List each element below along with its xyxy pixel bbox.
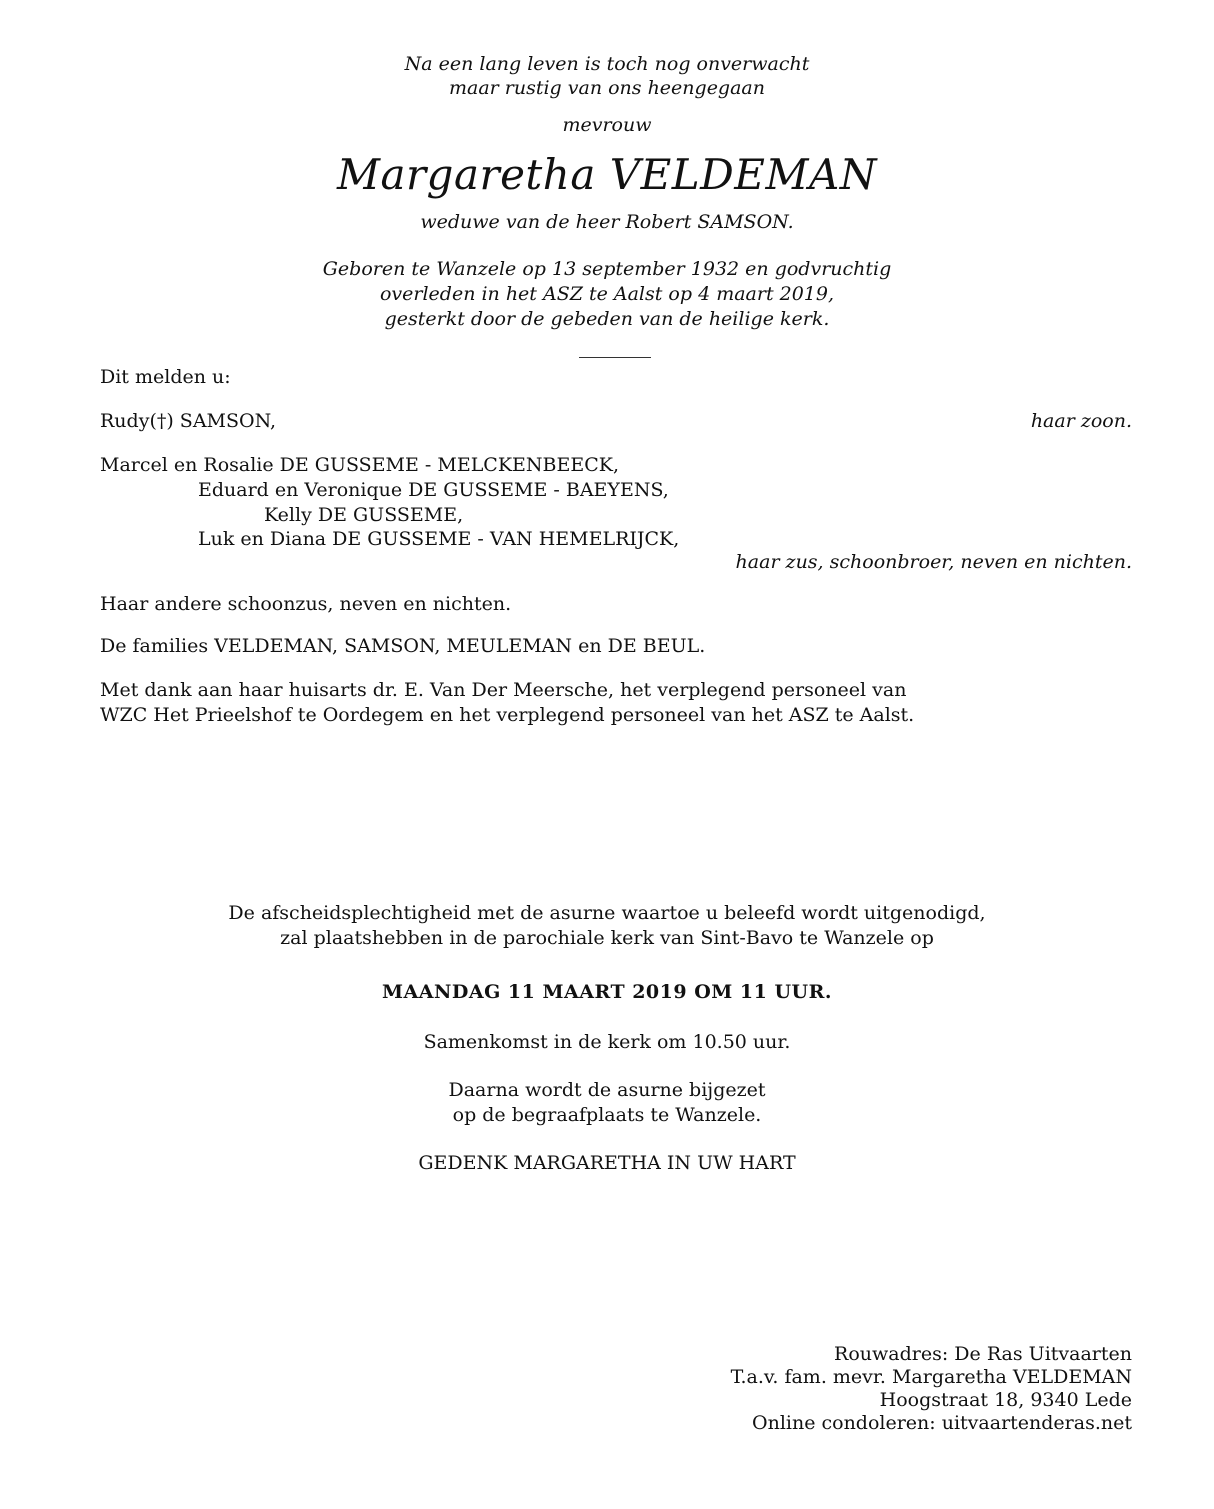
invite-line-2: zal plaatshebben in de parochiale kerk van Sint-Bavo te Wanzele op [280, 927, 934, 949]
son-name: Rudy(†) SAMSON, [100, 410, 277, 432]
born-line-3: gesterkt door de gebeden van de heilige kerk. [384, 308, 830, 330]
burial-line-2: op de begraafplaats te Wanzele. [452, 1104, 762, 1126]
sibling-line-4: Luk en Diana DE GUSSEME - VAN HEMELRIJCK, [198, 528, 680, 550]
address-line-2: T.a.v. fam. mevr. Margaretha VELDEMAN [730, 1366, 1132, 1388]
thanks-line-2: WZC Het Prieelshof te Oordegem en het verplegend personeel van het ASZ te Aalst. [100, 704, 915, 726]
widow-line: weduwe van de heer Robert SAMSON. [420, 211, 794, 233]
son-relation: haar zoon. [1030, 410, 1132, 432]
family-intro: Dit melden u: [100, 366, 231, 388]
ceremony-date: MAANDAG 11 MAART 2019 OM 11 UUR. [381, 981, 832, 1003]
address-line-3: Hoogstraat 18, 9340 Lede [879, 1389, 1132, 1411]
families-line: De families VELDEMAN, SAMSON, MEULEMAN en DE BEUL. [100, 635, 706, 657]
sibling-line-3: Kelly DE GUSSEME, [264, 504, 464, 526]
born-line-2: overleden in het ASZ te Aalst op 4 maart 2019, [379, 283, 835, 305]
thanks-line-1: Met dank aan haar huisarts dr. E. Van Der Meersche, het verplegend personeel van [100, 679, 907, 701]
address-line-1: Rouwadres: De Ras Uitvaarten [834, 1343, 1132, 1365]
salutation: mevrouw [562, 114, 652, 136]
intro-line-2: maar rustig van ons heengegaan [448, 77, 765, 99]
remember-line: GEDENK MARGARETHA IN UW HART [418, 1152, 796, 1174]
sibling-relation: haar zus, schoonbroer, neven en nichten. [735, 551, 1132, 573]
sibling-line-1: Marcel en Rosalie DE GUSSEME - MELCKENBEECK, [100, 454, 620, 476]
others-line: Haar andere schoonzus, neven en nichten. [100, 593, 512, 615]
intro-line-1: Na een lang leven is toch nog onverwacht [404, 53, 810, 75]
invite-line-1: De afscheidsplechtigheid met de asurne waartoe u beleefd wordt uitgenodigd, [228, 902, 986, 924]
sibling-line-2: Eduard en Veronique DE GUSSEME - BAEYENS, [198, 479, 669, 501]
divider [579, 357, 651, 358]
deceased-name: Margaretha VELDEMAN [336, 150, 878, 199]
gathering-line: Samenkomst in de kerk om 10.50 uur. [423, 1031, 791, 1053]
address-line-4: Online condoleren: uitvaartenderas.net [752, 1412, 1132, 1434]
burial-line-1: Daarna wordt de asurne bijgezet [448, 1079, 766, 1101]
born-line-1: Geboren te Wanzele op 13 september 1932 en godvruchtig [322, 258, 892, 280]
